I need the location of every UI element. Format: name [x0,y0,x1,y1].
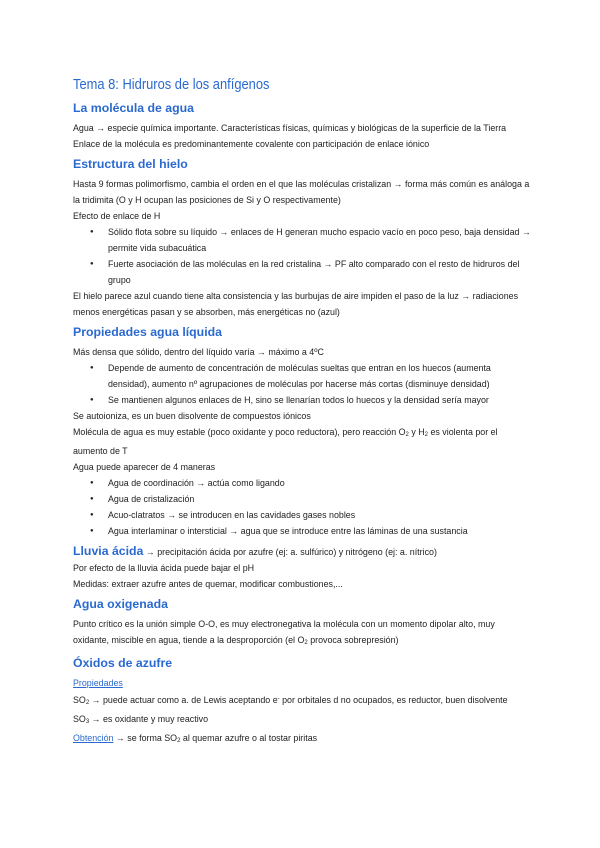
paragraph: Por efecto de la lluvia ácida puede bajar el pH [73,563,255,573]
text-segment: → puede actuar como a. de Lewis aceptando e [89,695,278,705]
bullet-list [73,360,533,408]
heading-propiedades-agua-liquida: Propiedades agua líquida [73,325,222,339]
paragraph [73,730,533,749]
link-propiedades[interactable]: Propiedades [73,678,123,688]
paragraph-lluvia-acida [73,543,533,560]
paragraph: Agua → especie química importante. Características físicas, químicas y biológicas de la superficie de la Tierra [73,123,507,133]
paragraph [73,616,533,651]
text-segment: y H [408,427,425,437]
paragraph [73,424,533,459]
subscript: 2 [85,700,90,706]
text-segment: SO [73,714,86,724]
text-segment: Molécula de agua es muy estable (poco oxidante y poco reductora), pero reacción O [73,427,406,437]
paragraph [73,675,533,691]
heading-estructura-hielo: Estructura del hielo [73,157,188,171]
text-segment: → precipitación ácida por azufre (ej: a. sulfúrico) y nitrógeno (ej: a. nítrico) [143,547,437,557]
paragraph: Se autoioniza, es un buen disolvente de compuestos iónicos [73,411,311,421]
text-segment: por orbitales d no ocupados, es reductor, buen disolvente [279,695,508,705]
paragraph: Más densa que sólido, dentro del líquido varía → máximo a 4ºC [73,347,324,357]
document-title: Tema 8: Hidruros de los anfígenos [73,76,270,93]
list-item: ● Se mantienen algunos enlaces de H, sino se llenarían todos lo huecos y la densidad sería mayor [90,392,533,408]
list-item: ● Acuo-clatratos → se introducen en las cavidades gases nobles [90,507,533,523]
paragraph: Agua puede aparecer de 4 maneras [73,462,216,472]
subscript: 2 [424,432,428,438]
text-segment: SO [73,695,86,705]
paragraph: El hielo parece azul cuando tiene alta consistencia y las burbujas de aire impiden el paso de la luz → radiaciones menos energéticas pasan y se absorben, más energéticas no (azul) [73,291,519,317]
text-segment: es violenta por el aumento de T [73,427,498,456]
text-segment: → es oxidante y muy reactivo [89,714,209,724]
superscript: - [277,696,280,702]
paragraph: Hasta 9 formas polimorfismo, cambia el orden en el que las moléculas cristalizan → forma más común es análoga a la tridimita (O y H ocupan las posiciones de Si y O respectivamente) [73,179,530,205]
paragraph [73,691,533,711]
heading-molecula-agua: La molécula de agua [73,101,194,115]
list-item: ● Agua interlaminar o intersticial → agua que se introduce entre las láminas de una sustancia [90,523,533,539]
list-item: ● Agua de cristalización [90,491,533,507]
paragraph [73,711,533,730]
bullet-list [73,475,533,539]
paragraph: Enlace de la molécula es predominantemente covalente con participación de enlace iónico [73,139,430,149]
text-segment: → se forma SO [113,733,178,743]
bullet-list [73,224,533,288]
paragraph: Medidas: extraer azufre antes de quemar, modificar combustiones,... [73,579,343,589]
subscript: 2 [304,640,308,646]
list-item: ● Fuerte asociación de las moléculas en la red cristalina → PF alto comparado con el resto de hidruros del grupo [90,256,533,288]
document-page [73,74,533,749]
subscript: 3 [85,719,90,725]
list-item: ● Depende de aumento de concentración de moléculas sueltas que entran en los huecos (aumenta densidad), aumento nº agrupaciones de moléculas por hacerse más cortas (disminuye densidad) [90,360,533,392]
heading-lluvia-acida: Lluvia ácida [73,544,144,558]
list-item: ● Agua de coordinación → actúa como ligando [90,475,533,491]
text-segment: al quemar azufre o al tostar piritas [180,733,318,743]
subscript: 2 [405,432,409,438]
link-obtencion[interactable]: Obtención [73,733,114,743]
heading-oxidos-azufre: Óxidos de azufre [73,656,173,670]
paragraph: Efecto de enlace de H [73,211,161,221]
text-segment: Punto crítico es la unión simple O-O, es muy electronegativa la molécula con un momento dipolar alto, muy oxidante, miscible en agua, tiende a la desproporción (el O [73,619,495,645]
heading-agua-oxigenada: Agua oxigenada [73,597,168,611]
subscript: 2 [177,738,181,744]
text-segment: provoca sobrepresión) [307,635,399,645]
list-item: ● Sólido flota sobre su líquido → enlaces de H generan mucho espacio vacío en poco peso, baja densidad → permite vida subacuática [90,224,533,256]
